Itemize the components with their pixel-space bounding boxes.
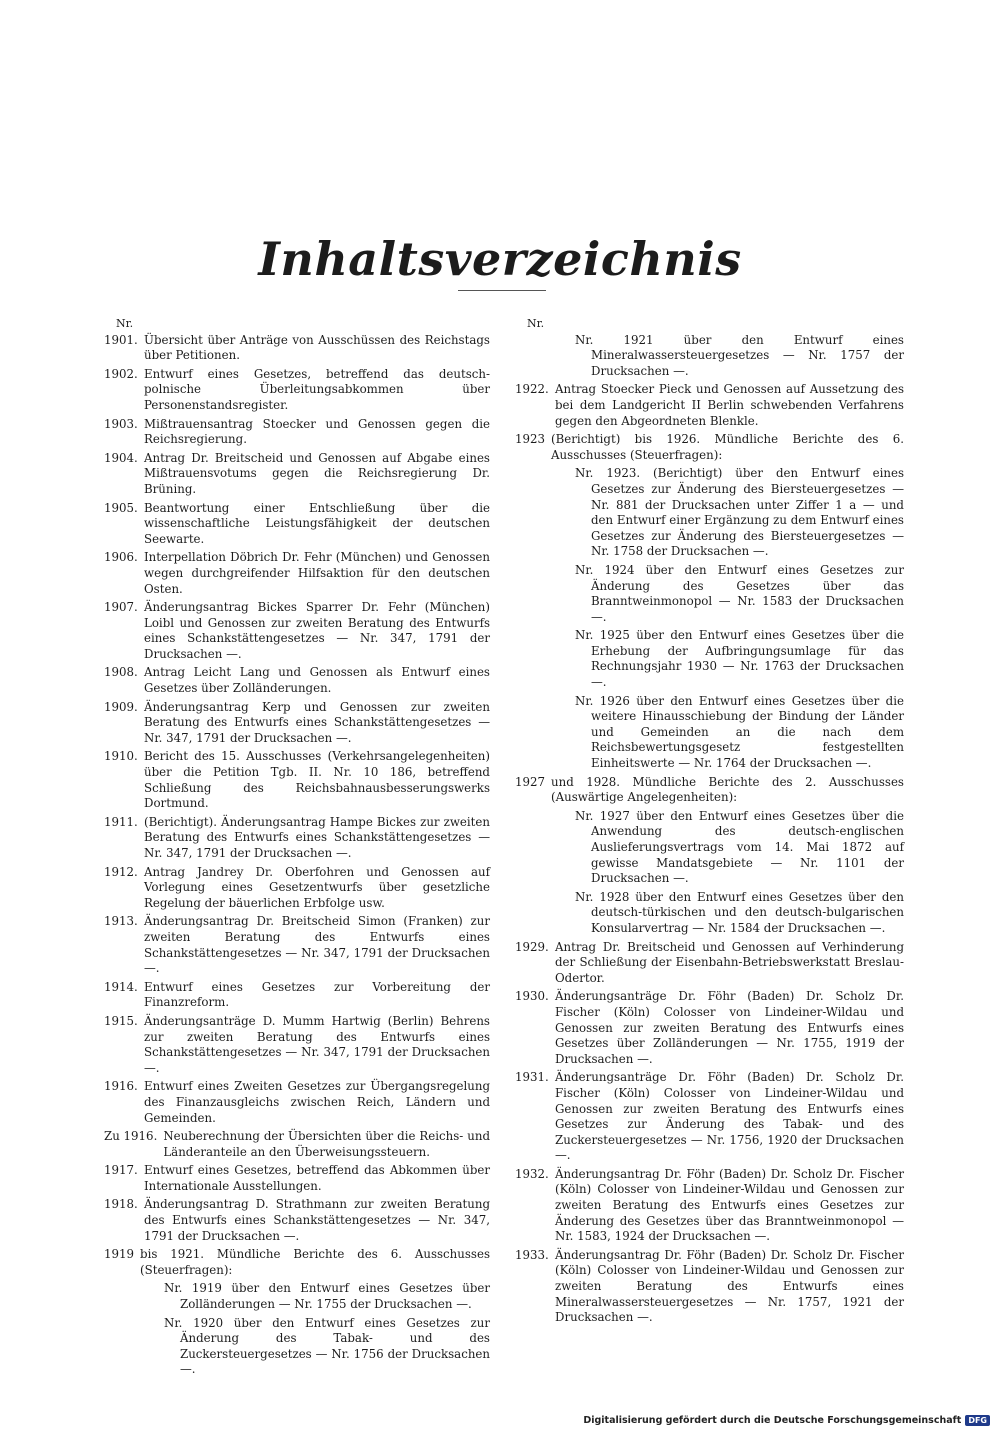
- entry-number: 1913.: [104, 914, 138, 929]
- entry-number: 1908.: [104, 665, 138, 680]
- entry-text: Antrag Stoecker Pieck und Genossen auf Aussetzung des bei dem Landgericht II Berlin schwebenden Verfahrens gegen den Abgeordneten Blenkle.: [555, 382, 904, 428]
- entry-number: 1929.: [515, 939, 549, 954]
- toc-entry: [104, 1163, 490, 1194]
- toc-entry: [515, 432, 904, 463]
- entry-text: Antrag Jandrey Dr. Oberfohren und Genossen auf Vorlegung eines Gesetzentwurfs über gesetzliche Regelung der bäuerlichen Erbfolge usw.: [144, 864, 490, 910]
- entry-number: 1919: [104, 1247, 135, 1262]
- entry-number: 1927: [515, 774, 546, 789]
- toc-entry: [104, 1014, 490, 1076]
- funding-text: Digitalisierung gefördert durch die Deutsche Forschungsgemeinschaft: [583, 1415, 962, 1426]
- entry-number: 1916.: [104, 1079, 138, 1094]
- toc-subentry: [515, 694, 904, 772]
- entry-text: Änderungsantrag Kerp und Genossen zur zweiten Beratung des Entwurfs eines Schankstättengesetzes — Nr. 347, 1791 der Drucksachen —.: [144, 699, 490, 745]
- toc-entry: [515, 1248, 904, 1326]
- entry-number: 1932.: [515, 1166, 549, 1181]
- nr-column-label: Nr.: [527, 317, 545, 330]
- entry-number: 1902.: [104, 366, 138, 381]
- funding-note: [583, 1415, 990, 1426]
- toc-column-right: [515, 316, 904, 1329]
- entry-text: Nr. 1928 über den Entwurf eines Gesetzes über den deutsch-türkischen und den deutsch-bulgarischen Konsularvertrag — Nr. 1584 der Drucksachen —.: [575, 889, 904, 935]
- toc-entry: [104, 980, 490, 1011]
- entry-text: Nr. 1924 über den Entwurf eines Gesetzes zur Änderung des Gesetzes über das Branntweinmonopol — Nr. 1583 der Drucksachen —.: [575, 562, 904, 624]
- entry-text: Entwurf eines Gesetzes, betreffend das deutsch-polnische Überleitungsabkommen über Personenstandsregister.: [144, 366, 490, 412]
- entry-number: Zu 1916.: [104, 1129, 158, 1144]
- toc-subentry: [515, 809, 904, 887]
- entry-number: 1907.: [104, 600, 138, 615]
- entry-text: Änderungsanträge Dr. Föhr (Baden) Dr. Scholz Dr. Fischer (Köln) Colosser von Lindeiner-Wildau und Genossen zur zweiten Beratung des Entwurfs eines Gesetzes über Zolländerungen — Nr. 1755, 1919 der Drucksachen —.: [555, 989, 904, 1066]
- entry-text: Antrag Dr. Breitscheid und Genossen auf Abgabe eines Mißtrauensvotums gegen die Reichsregierung Dr. Brüning.: [144, 450, 490, 496]
- entry-text: Antrag Leicht Lang und Genossen als Entwurf eines Gesetzes über Zolländerungen.: [144, 665, 490, 696]
- toc-entry: [104, 865, 490, 912]
- toc-entry: [104, 501, 490, 548]
- toc-entry: [515, 1167, 904, 1245]
- entry-text: Nr. 1920 über den Entwurf eines Gesetzes zur Änderung des Tabak- und des Zuckersteuergesetzes — Nr. 1756 der Drucksachen —.: [164, 1315, 490, 1377]
- entry-number: 1933.: [515, 1247, 549, 1262]
- toc-list-left: [104, 333, 490, 1378]
- toc-entry: [515, 940, 904, 987]
- entry-text: Entwurf eines Zweiten Gesetzes zur Übergangsregelung des Finanzausgleichs zwischen Reich, Ländern und Gemeinden.: [144, 1079, 490, 1125]
- entry-text: Antrag Dr. Breitscheid und Genossen auf Verhinderung der Schließung der Eisenbahn-Betriebswerkstatt Breslau-Odertor.: [555, 939, 904, 985]
- toc-entry: [104, 1079, 490, 1126]
- toc-list-right: [515, 333, 904, 1326]
- entry-number: 1915.: [104, 1013, 138, 1028]
- entry-text: Änderungsanträge Dr. Föhr (Baden) Dr. Scholz Dr. Fischer (Köln) Colosser von Lindeiner-Wildau und Genossen zur zweiten Beratung des Entwurfs eines Gesetzes zur Änderung des Tabak- und des Zuckersteuergesetzes — Nr. 1756, 1920 der Drucksachen —.: [555, 1070, 904, 1163]
- toc-entry: [104, 600, 490, 662]
- entry-number: 1922.: [515, 382, 549, 397]
- toc-entry: [104, 367, 490, 414]
- toc-entry: [104, 1197, 490, 1244]
- entry-number: 1923: [515, 432, 546, 447]
- entry-text: Nr. 1921 über den Entwurf eines Mineralwassersteuergesetzes — Nr. 1757 der Drucksachen —.: [575, 332, 904, 378]
- entry-text: Bericht des 15. Ausschusses (Verkehrsangelegenheiten) über die Petition Tgb. II. Nr. 10 186, betreffend Schließung des Reichsbahnausbesserungswerks Dortmund.: [144, 749, 490, 811]
- entry-text: (Berichtigt). Änderungsantrag Hampe Bickes zur zweiten Beratung des Entwurfs eines Schankstättengesetzes — Nr. 347, 1791 der Drucksachen —.: [144, 814, 490, 860]
- entry-number: 1930.: [515, 989, 549, 1004]
- entry-text: Nr. 1919 über den Entwurf eines Gesetzes über Zolländerungen — Nr. 1755 der Drucksachen —.: [164, 1281, 490, 1312]
- entry-number: 1905.: [104, 500, 138, 515]
- entry-text: Nr. 1925 über den Entwurf eines Gesetzes über die Erhebung der Aufbringungsumlage für das Rechnungsjahr 1930 — Nr. 1763 der Drucksachen —.: [575, 628, 904, 690]
- entry-text: Beantwortung einer Entschließung über die wissenschaftliche Leistungsfähigkeit der deutschen Seewarte.: [144, 500, 490, 546]
- entry-text: Übersicht über Anträge von Ausschüssen des Reichstags über Petitionen.: [144, 332, 490, 363]
- toc-subentry: [515, 466, 904, 560]
- toc-entry: [104, 550, 490, 597]
- toc-subentry: [104, 1316, 490, 1378]
- entry-text: Interpellation Döbrich Dr. Fehr (München) und Genossen wegen durchgreifender Hilfsaktion für den deutschen Osten.: [144, 550, 490, 596]
- entry-text: Mißtrauensantrag Stoecker und Genossen gegen die Reichsregierung.: [144, 416, 490, 447]
- entry-text: Änderungsantrag Dr. Föhr (Baden) Dr. Scholz Dr. Fischer (Köln) Colosser von Lindeiner-Wildau und Genossen zur zweiten Beratung des Entwurfs eines Mineralwassersteuergesetzes — Nr. 1757, 1921 der Drucksachen —.: [555, 1247, 904, 1325]
- entry-text: Entwurf eines Gesetzes zur Vorbereitung der Finanzreform.: [144, 979, 490, 1010]
- toc-entry: [104, 333, 490, 364]
- entry-text: Änderungsantrag Dr. Föhr (Baden) Dr. Scholz Dr. Fischer (Köln) Colosser von Lindeiner-Wildau und Genossen zur zweiten Beratung des Entwurfs eines Gesetzes zur Änderung des Gesetzes über das Branntweinmonopol — Nr. 1583, 1924 der Drucksachen —.: [555, 1166, 904, 1244]
- entry-text: Änderungsantrag Bickes Sparrer Dr. Fehr (München) Loibl und Genossen zur zweiten Beratung des Entwurfs eines Schankstättengesetzes — Nr. 347, 1791 der Drucksachen —.: [144, 600, 490, 661]
- toc-entry: [104, 700, 490, 747]
- toc-subentry: [515, 563, 904, 625]
- entry-text: und 1928. Mündliche Berichte des 2. Ausschusses (Auswärtige Angelegenheiten):: [551, 774, 904, 805]
- entry-text: Entwurf eines Gesetzes, betreffend das Abkommen über Internationale Ausstellungen.: [144, 1163, 490, 1193]
- entry-number: 1918.: [104, 1197, 138, 1212]
- entry-text: Änderungsanträge D. Mumm Hartwig (Berlin) Behrens zur zweiten Beratung des Entwurfs eines Schankstättengesetzes — Nr. 347, 1791 der Drucksachen —.: [144, 1013, 490, 1075]
- toc-entry: [515, 775, 904, 806]
- entry-text: Neuberechnung der Übersichten über die Reichs- und Länderanteile an den Überweisungssteuern.: [163, 1129, 490, 1159]
- toc-subentry: [515, 333, 904, 380]
- toc-subentry: [515, 628, 904, 690]
- entry-number: 1911.: [104, 814, 138, 829]
- entry-number: 1914.: [104, 979, 138, 994]
- entry-text: Änderungsantrag D. Strathmann zur zweiten Beratung des Entwurfs eines Schankstättengesetzes — Nr. 347, 1791 der Drucksachen —.: [144, 1197, 490, 1243]
- entry-number: 1906.: [104, 550, 138, 565]
- toc-entry: [104, 1247, 490, 1278]
- entry-number: 1909.: [104, 699, 138, 714]
- entry-number: 1910.: [104, 749, 138, 764]
- toc-subentry: [515, 890, 904, 937]
- toc-entry: [104, 451, 490, 498]
- entry-number: 1904.: [104, 450, 138, 465]
- toc-entry: [104, 1129, 490, 1160]
- entry-number: 1931.: [515, 1070, 549, 1085]
- entry-text: bis 1921. Mündliche Berichte des 6. Ausschusses (Steuerfragen):: [140, 1247, 490, 1277]
- entry-number: 1912.: [104, 864, 138, 879]
- toc-subentry: [104, 1281, 490, 1312]
- toc-entry: [104, 815, 490, 862]
- entry-text: Änderungsantrag Dr. Breitscheid Simon (Franken) zur zweiten Beratung des Entwurfs eines Schankstättengesetzes — Nr. 347, 1791 der Drucksachen —.: [144, 914, 490, 976]
- toc-entry: [104, 665, 490, 696]
- entry-number: 1901.: [104, 332, 138, 347]
- toc-entry: [515, 382, 904, 429]
- toc-column-left: [104, 316, 490, 1381]
- nr-column-label: Nr.: [116, 317, 134, 330]
- toc-entry: [515, 989, 904, 1067]
- dfg-logo: DFG: [965, 1415, 990, 1426]
- title-divider: [458, 290, 546, 291]
- entry-text: Nr. 1927 über den Entwurf eines Gesetzes über die Anwendung des deutsch-englischen Auslieferungsvertrags vom 14. Mai 1872 auf gewisse Mandatsgebiete — Nr. 1101 der Drucksachen —.: [575, 808, 904, 886]
- entry-text: Nr. 1926 über den Entwurf eines Gesetzes über die weitere Hinausschiebung der Bindung der Länder und Gemeinden an die nach dem Reichsbewertungsgesetz festgestellten Einheitswerte — Nr. 1764 der Drucksachen —.: [575, 693, 904, 771]
- toc-entry: [515, 1070, 904, 1164]
- toc-entry: [104, 749, 490, 811]
- entry-text: Nr. 1923. (Berichtigt) über den Entwurf eines Gesetzes zur Änderung des Biersteuergesetzes — Nr. 881 der Drucksachen unter Ziffer 1 a — und den Entwurf einer Ergänzung zu dem Entwurf eines Gesetzes zur Änderung des Biersteuergesetzes — Nr. 1758 der Drucksachen —.: [575, 466, 904, 559]
- entry-number: 1917.: [104, 1163, 138, 1178]
- toc-entry: [104, 914, 490, 976]
- entry-text: (Berichtigt) bis 1926. Mündliche Berichte des 6. Ausschusses (Steuerfragen):: [551, 432, 904, 462]
- entry-number: 1903.: [104, 416, 138, 431]
- toc-entry: [104, 417, 490, 448]
- page-title: Inhaltsverzeichnis: [258, 232, 742, 286]
